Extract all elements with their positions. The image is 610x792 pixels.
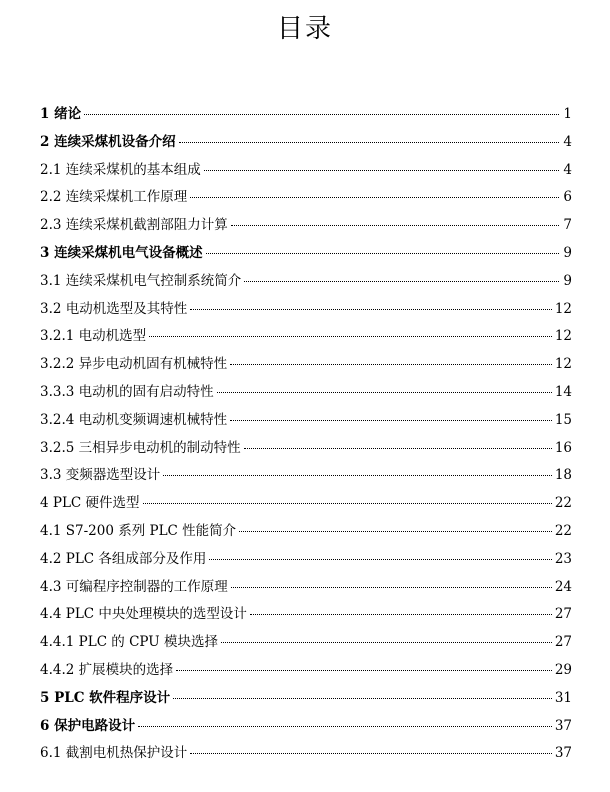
toc-entry-label: 3.2.4 电动机变频调速机械特性 bbox=[40, 411, 228, 428]
toc-entry-label: 5 PLC 软件程序设计 bbox=[40, 689, 171, 706]
toc-entry[interactable] bbox=[40, 463, 572, 491]
page-title: 目录 bbox=[276, 14, 333, 44]
dot-leader bbox=[230, 420, 552, 421]
toc-entry-label: 3 连续采煤机电气设备概述 bbox=[40, 244, 203, 261]
dot-leader bbox=[190, 753, 552, 754]
dot-leader bbox=[176, 670, 552, 671]
toc-entry-page-number: 27 bbox=[554, 634, 572, 651]
dot-leader bbox=[149, 336, 552, 337]
dot-leader bbox=[206, 253, 559, 254]
toc-entry-label: 4.1 S7-200 系列 PLC 性能简介 bbox=[40, 522, 237, 539]
toc-entry-label: 3.3 变频器选型设计 bbox=[40, 467, 161, 484]
toc-entry[interactable] bbox=[40, 297, 572, 325]
toc-entry-label: 2.1 连续采煤机的基本组成 bbox=[40, 161, 201, 178]
toc-entry[interactable] bbox=[40, 408, 572, 436]
dot-leader bbox=[173, 698, 552, 699]
dot-leader bbox=[231, 587, 552, 588]
toc-entry[interactable] bbox=[40, 436, 572, 464]
toc-entry-label: 3.2.2 异步电动机固有机械特性 bbox=[40, 356, 228, 373]
toc-entry-page-number: 6 bbox=[563, 189, 572, 206]
toc-entry[interactable] bbox=[40, 269, 572, 297]
toc-entry-label: 3.1 连续采煤机电气控制系统简介 bbox=[40, 272, 242, 289]
toc-entry[interactable] bbox=[40, 741, 572, 769]
dot-leader bbox=[84, 114, 559, 115]
toc-entry[interactable] bbox=[40, 519, 572, 547]
toc-entry[interactable] bbox=[40, 547, 572, 575]
toc-entry[interactable] bbox=[40, 213, 572, 241]
toc-entry[interactable] bbox=[40, 352, 572, 380]
toc-entry-label: 1 绪论 bbox=[40, 106, 82, 122]
toc-entry-label: 4.4.1 PLC 的 CPU 模块选择 bbox=[40, 634, 218, 651]
dot-leader bbox=[209, 559, 551, 560]
dot-leader bbox=[138, 726, 552, 727]
toc-entry-label: 4 PLC 硬件选型 bbox=[40, 495, 140, 512]
dot-leader bbox=[163, 475, 552, 476]
toc-entry-page-number: 4 bbox=[563, 161, 572, 178]
toc-entry[interactable] bbox=[40, 686, 572, 714]
toc-entry-page-number: 12 bbox=[554, 356, 572, 373]
toc-entry-page-number: 7 bbox=[563, 217, 572, 234]
toc-entry-label: 4.2 PLC 各组成部分及作用 bbox=[40, 550, 207, 567]
toc-entry[interactable] bbox=[40, 602, 572, 630]
toc-entry[interactable] bbox=[40, 185, 572, 213]
toc-entry-page-number: 22 bbox=[554, 495, 572, 512]
toc-entry-page-number: 14 bbox=[554, 383, 572, 400]
toc-entry[interactable] bbox=[40, 130, 572, 158]
toc-entry-label: 3.2 电动机选型及其特性 bbox=[40, 300, 188, 317]
toc-entry-page-number: 24 bbox=[554, 578, 572, 595]
toc-entry-page-number: 37 bbox=[554, 745, 572, 762]
toc-entry-page-number: 1 bbox=[563, 106, 572, 122]
toc-entry-page-number: 9 bbox=[563, 244, 572, 261]
toc-entry[interactable] bbox=[40, 102, 572, 130]
toc-entry-label: 2 连续采煤机设备介绍 bbox=[40, 133, 176, 150]
toc-entry-page-number: 4 bbox=[563, 133, 572, 150]
toc-entry-label: 4.4 PLC 中央处理模块的选型设计 bbox=[40, 606, 247, 623]
toc-entry-page-number: 29 bbox=[554, 661, 572, 678]
toc-entry-page-number: 12 bbox=[554, 328, 572, 345]
toc-entry-page-number: 23 bbox=[554, 550, 572, 567]
dot-leader bbox=[190, 309, 552, 310]
dot-leader bbox=[143, 503, 552, 504]
toc-entry[interactable] bbox=[40, 380, 572, 408]
toc-entry[interactable] bbox=[40, 630, 572, 658]
dot-leader bbox=[204, 170, 559, 171]
dot-leader bbox=[244, 448, 552, 449]
toc-entry-page-number: 16 bbox=[554, 439, 572, 456]
toc-entry-page-number: 18 bbox=[554, 467, 572, 484]
dot-leader bbox=[179, 142, 559, 143]
toc-entry-page-number: 37 bbox=[554, 717, 572, 734]
toc-entry[interactable] bbox=[40, 241, 572, 269]
dot-leader bbox=[250, 614, 552, 615]
toc-entry[interactable] bbox=[40, 575, 572, 603]
toc-entry-page-number: 31 bbox=[554, 689, 572, 706]
toc-entry-label: 6.1 截割电机热保护设计 bbox=[40, 745, 188, 762]
toc-entry-label: 3.2.5 三相异步电动机的制动特性 bbox=[40, 439, 241, 456]
toc-entry-label: 3.2.1 电动机选型 bbox=[40, 328, 147, 345]
toc-entry-page-number: 9 bbox=[563, 272, 572, 289]
toc-entry-label: 3.3.3 电动机的固有启动特性 bbox=[40, 383, 214, 400]
dot-leader bbox=[239, 531, 552, 532]
toc-entry[interactable] bbox=[40, 324, 572, 352]
dot-leader bbox=[190, 197, 559, 198]
toc-entry-page-number: 27 bbox=[554, 606, 572, 623]
toc-entry[interactable] bbox=[40, 491, 572, 519]
toc-entry-label: 2.3 连续采煤机截割部阻力计算 bbox=[40, 217, 228, 234]
toc-entry[interactable] bbox=[40, 714, 572, 742]
toc-entry-page-number: 12 bbox=[554, 300, 572, 317]
dot-leader bbox=[230, 364, 552, 365]
toc-entry-label: 4.4.2 扩展模块的选择 bbox=[40, 661, 174, 678]
toc-entry-page-number: 15 bbox=[554, 411, 572, 428]
dot-leader bbox=[217, 392, 552, 393]
toc-entry-label: 6 保护电路设计 bbox=[40, 717, 136, 734]
dot-leader bbox=[221, 642, 552, 643]
table-of-contents bbox=[40, 102, 572, 769]
toc-entry-label: 4.3 可编程序控制器的工作原理 bbox=[40, 578, 228, 595]
toc-entry-page-number: 22 bbox=[554, 522, 572, 539]
toc-entry[interactable] bbox=[40, 658, 572, 686]
dot-leader bbox=[244, 281, 559, 282]
dot-leader bbox=[231, 225, 559, 226]
toc-entry-label: 2.2 连续采煤机工作原理 bbox=[40, 189, 188, 206]
toc-entry[interactable] bbox=[40, 158, 572, 186]
